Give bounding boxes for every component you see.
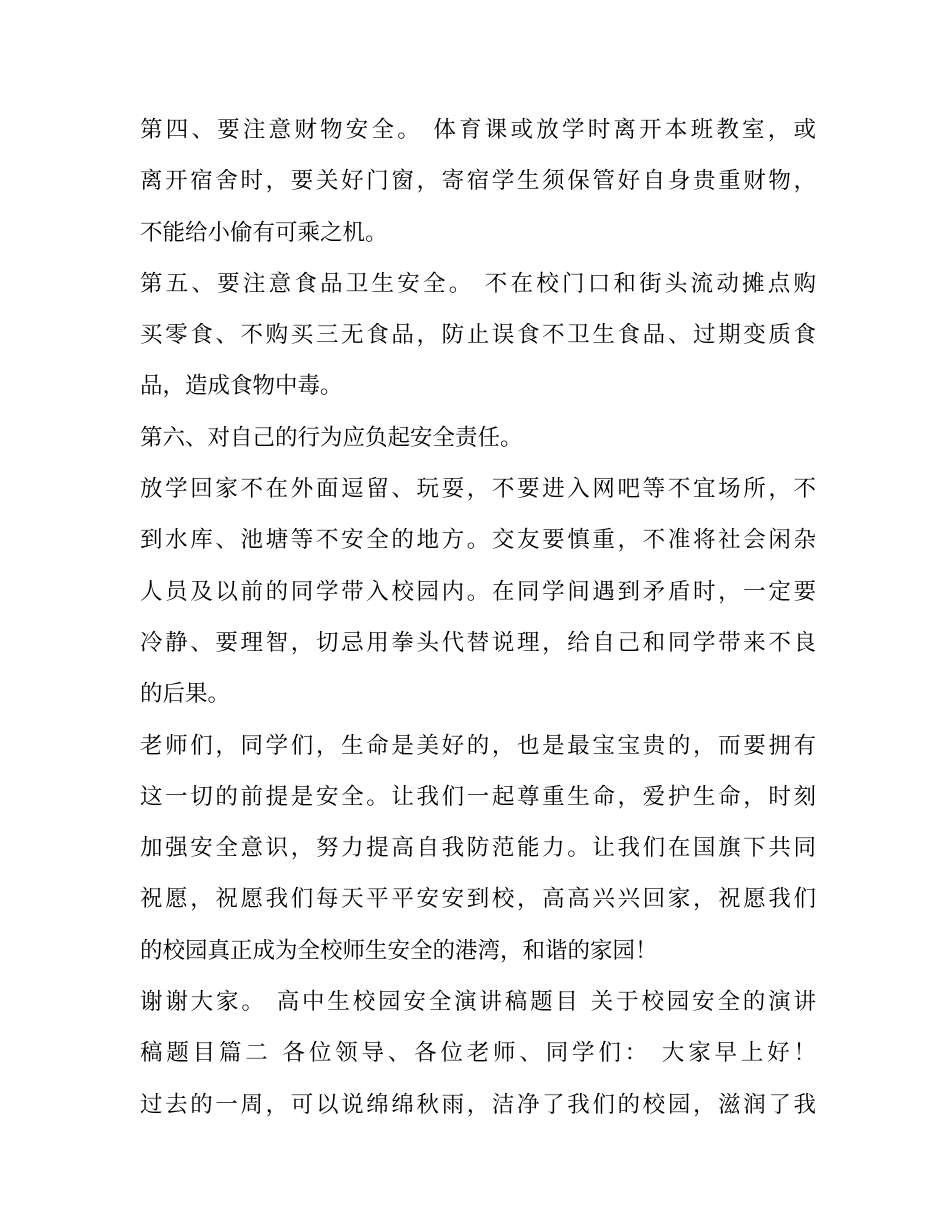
text-line: 不能给小偷有可乘之机。 (140, 219, 388, 246)
text-line: 谢谢大家。 高中生校园安全演讲稿题目 关于校园安全的演讲 (140, 989, 816, 1016)
text-line: 的校园真正成为全校师生安全的港湾，和谐的家园！ (140, 937, 658, 964)
text-line: 第五、要注意食品卫生安全。 不在校门口和街头流动摊点购 (140, 270, 816, 297)
text-line: 第六、对自己的行为应负起安全责任。 (140, 424, 523, 451)
text-line: 的后果。 (140, 681, 231, 708)
text-line: 品，造成食物中毒。 (140, 373, 343, 400)
text-line: 离开宿舍时，要关好门窗，寄宿学生须保管好自身贵重财物， (140, 168, 816, 195)
text-line: 老师们，同学们，生命是美好的，也是最宝宝贵的，而要拥有 (140, 732, 816, 759)
text-line: 加强安全意识，努力提高自我防范能力。让我们在国旗下共同 (140, 835, 816, 862)
text-line: 稿题目篇二 各位领导、各位老师、同学们： 大家早上好！ (140, 1040, 816, 1067)
text-line: 祝愿，祝愿我们每天平平安安到校，高高兴兴回家，祝愿我们 (140, 886, 816, 913)
text-line: 第四、要注意财物安全。 体育课或放学时离开本班教室，或 (140, 117, 816, 143)
text-line: 人员及以前的同学带入校园内。在同学间遇到矛盾时，一定要 (140, 578, 816, 605)
text-line: 到水库、池塘等不安全的地方。交友要慎重，不准将社会闲杂 (140, 527, 816, 554)
text-line: 放学回家不在外面逗留、玩耍，不要进入网吧等不宜场所，不 (140, 476, 816, 503)
text-line: 这一切的前提是安全。让我们一起尊重生命，爱护生命，时刻 (140, 783, 816, 810)
text-line: 买零食、不购买三无食品，防止误食不卫生食品、过期变质食 (140, 322, 816, 349)
text-line: 冷静、要理智，切忌用拳头代替说理，给自己和同学带来不良 (140, 629, 816, 656)
text-line: 过去的一周，可以说绵绵秋雨，洁净了我们的校园，滋润了我 (140, 1091, 816, 1118)
document-body (140, 105, 816, 1131)
